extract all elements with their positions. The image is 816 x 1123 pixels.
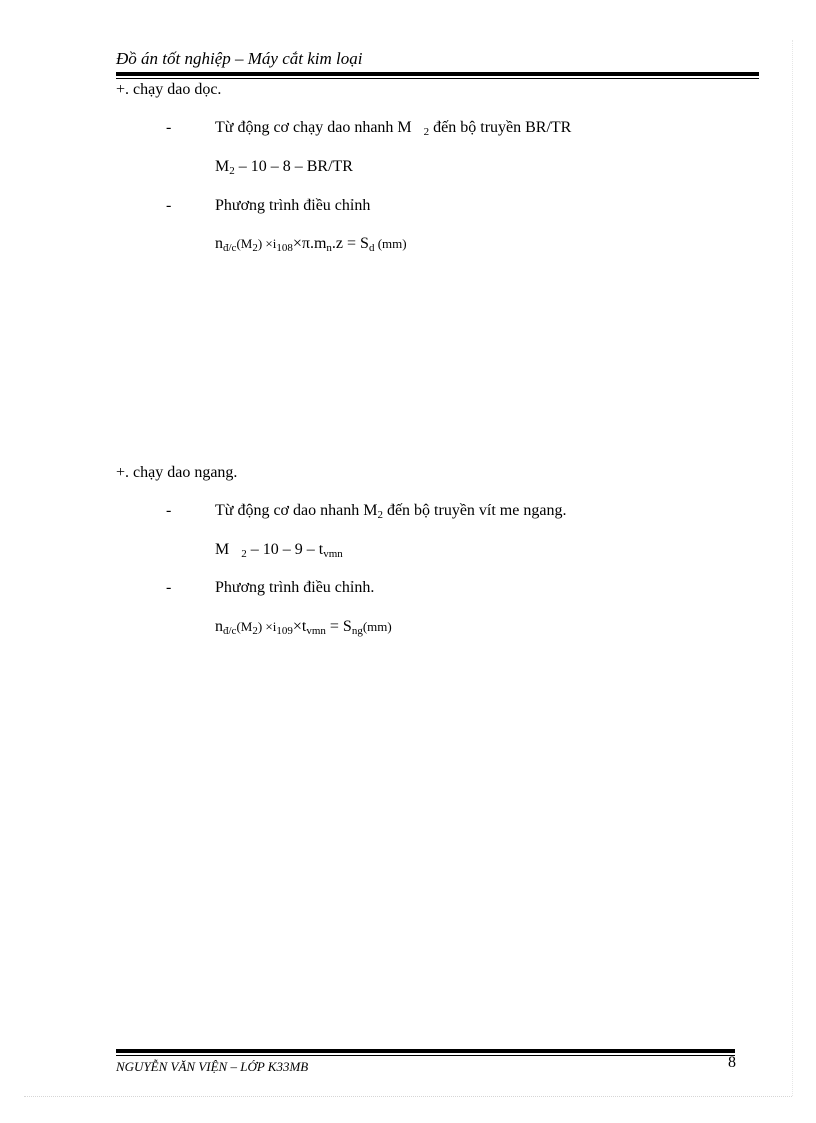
footer-rule: [116, 1049, 735, 1056]
text: = S: [325, 618, 352, 635]
bullet-dash: -: [166, 119, 172, 136]
text: (M: [236, 236, 253, 251]
subscript: 2: [241, 548, 247, 560]
text: (mm): [374, 236, 407, 251]
subscript: n: [326, 242, 332, 254]
text: Từ động cơ dao nhanh M: [215, 502, 378, 519]
page-number: 8: [728, 1054, 736, 1071]
text: đến bộ truyền BR/TR: [429, 119, 572, 136]
text: Từ động cơ chạy dao nhanh M: [215, 119, 412, 136]
equation-cross: [215, 618, 392, 636]
page-header-title: Đồ án tốt nghiệp – Máy cắt kim loại: [116, 49, 363, 68]
text: ×t: [292, 618, 307, 635]
text: – 10 – 8 – BR/TR: [234, 158, 353, 175]
text: n: [215, 618, 223, 635]
page-border-right: [792, 40, 793, 1096]
line-motor-to-gear: [215, 119, 571, 137]
subscript: 2: [423, 126, 430, 138]
subscript: 108: [276, 242, 293, 254]
text: (M: [236, 619, 253, 634]
text: M: [215, 158, 230, 175]
subscript: vmn: [323, 548, 343, 560]
subscript: đ/c: [223, 625, 237, 637]
subscript: d: [368, 242, 375, 254]
subscript: 109: [276, 625, 293, 637]
footer-author: NGUYỄN VĂN VIỆN – LỚP K33MB: [116, 1059, 309, 1074]
text: ) ×i: [257, 236, 277, 251]
text: – 10 – 9 – t: [246, 541, 324, 558]
text: ) ×i: [257, 619, 277, 634]
text: M: [215, 541, 230, 558]
subscript: 2: [377, 509, 383, 521]
bullet-dash: -: [166, 502, 172, 519]
equation-longitudinal: [215, 235, 407, 253]
subscript: 2: [252, 242, 258, 254]
subscript: 2: [252, 625, 258, 637]
line-adjustment-equation-label: Phương trình điều chỉnh.: [215, 579, 375, 596]
section-heading-longitudinal-feed: +. chạy dao dọc.: [116, 81, 222, 98]
page-border-bottom: [24, 1096, 792, 1097]
line-adjustment-equation-label: Phương trình điều chỉnh: [215, 197, 371, 214]
subscript: ng: [351, 625, 363, 637]
subscript: vmn: [306, 625, 326, 637]
text: đến bộ truyền vít me ngang.: [382, 502, 567, 519]
line-motor-to-lead-screw: [215, 502, 566, 520]
text: (mm): [362, 619, 392, 634]
subscript: đ/c: [223, 242, 237, 254]
subscript: 2: [229, 165, 235, 177]
section-heading-cross-feed: +. chạy dao ngang.: [116, 464, 238, 481]
line-kinematic-chain: [215, 158, 353, 176]
bullet-dash: -: [166, 197, 172, 214]
text: .z = S: [331, 235, 369, 252]
bullet-dash: -: [166, 579, 172, 596]
header-rule: [116, 72, 759, 79]
text: ×π.m: [292, 235, 327, 252]
text: n: [215, 235, 223, 252]
line-kinematic-chain: [215, 541, 343, 559]
